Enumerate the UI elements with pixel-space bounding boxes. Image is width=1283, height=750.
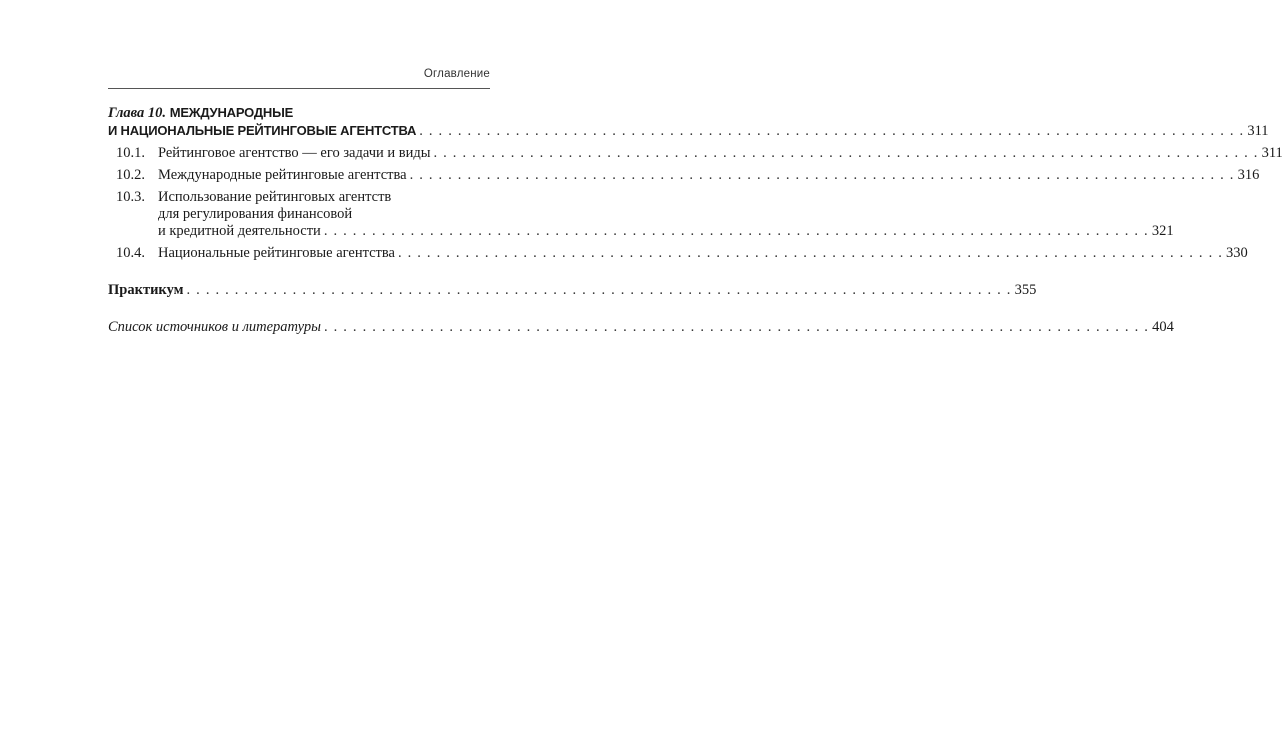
dot-leader	[324, 319, 1149, 336]
chapter-title-line1: МЕЖДУНАРОДНЫЕ	[169, 105, 294, 120]
dot-leader	[434, 145, 1259, 162]
toc-references-entry[interactable]	[108, 319, 1174, 336]
toc-section-entry[interactable]	[108, 167, 1260, 184]
dot-leader	[419, 123, 1244, 140]
chapter-page-number: 311	[1247, 123, 1269, 139]
section-title-line: Использование рейтинговых агентств	[158, 189, 392, 205]
section-page-number: 321	[1151, 223, 1174, 239]
toc-chapter-entry[interactable]	[108, 104, 1269, 140]
references-label: Список источников и литературы	[108, 319, 321, 335]
section-title: Рейтинговое агентство — его задачи и виды	[158, 145, 431, 161]
toc-practicum-entry[interactable]	[108, 282, 1037, 299]
practicum-page-number: 355	[1014, 282, 1037, 298]
dot-leader	[187, 282, 1012, 299]
dot-leader	[398, 245, 1223, 262]
section-number: 10.4.	[116, 245, 145, 261]
section-title: Национальные рейтинговые агентства	[158, 245, 395, 261]
references-page-number: 404	[1152, 319, 1174, 335]
chapter-label: Глава 10.	[108, 105, 167, 121]
toc-section-entry[interactable]	[108, 189, 1174, 240]
section-number: 10.3.	[116, 189, 145, 205]
section-number: 10.2.	[116, 167, 145, 183]
section-page-number: 330	[1226, 245, 1248, 261]
running-head: Оглавление	[423, 68, 490, 80]
section-title-line: для регулирования финансовой	[158, 206, 353, 222]
section-page-number: 311	[1261, 145, 1283, 161]
header-rule	[108, 88, 490, 89]
section-number: 10.1.	[116, 145, 145, 161]
dot-leader	[324, 223, 1149, 240]
toc-section-entry[interactable]	[108, 145, 1283, 162]
section-title: Международные рейтинговые агентства	[158, 167, 407, 183]
dot-leader	[410, 167, 1235, 184]
section-page-number: 316	[1237, 167, 1260, 183]
table-of-contents	[108, 104, 1283, 336]
toc-section-entry[interactable]	[108, 245, 1248, 262]
section-title-line: и кредитной деятельности	[158, 223, 321, 239]
chapter-title-line2: И НАЦИОНАЛЬНЫЕ РЕЙТИНГОВЫЕ АГЕНТСТВА	[108, 123, 417, 138]
practicum-label: Практикум	[108, 282, 184, 298]
